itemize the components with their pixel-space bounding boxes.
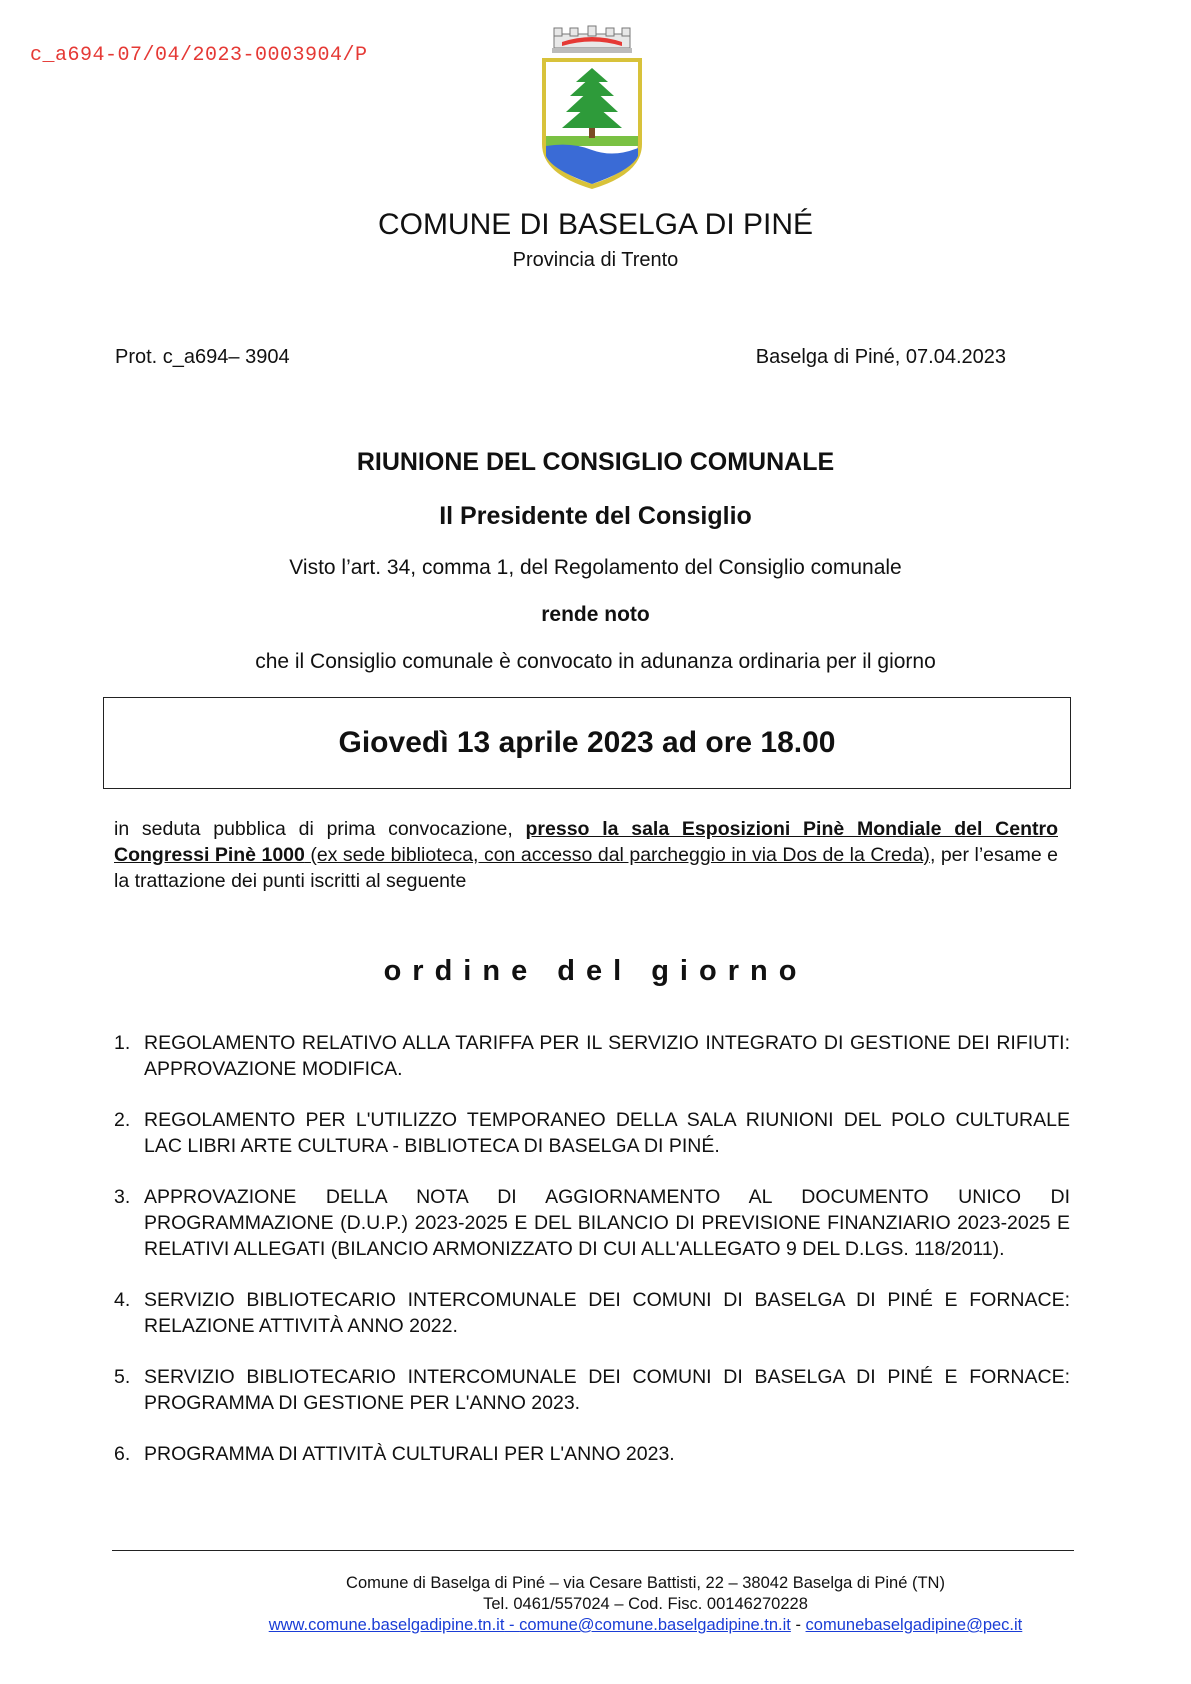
- agenda-item-text: PROGRAMMA DI ATTIVITÀ CULTURALI PER L'ANNO 2023.: [144, 1443, 675, 1465]
- agenda-item-number: 1.: [114, 1032, 131, 1054]
- agenda-item: [114, 1107, 1070, 1159]
- agenda-item-number: 2.: [114, 1109, 131, 1131]
- pec-link[interactable]: comunebaselgadipine@pec.it: [805, 1616, 1023, 1634]
- footer-address: Comune di Baselga di Piné – via Cesare Battisti, 22 – 38042 Baselga di Piné (TN): [346, 1574, 945, 1592]
- agenda-item: [114, 1364, 1070, 1416]
- crown-icon: [552, 26, 632, 53]
- agenda-item: [114, 1030, 1070, 1082]
- agenda-item-number: 6.: [114, 1443, 131, 1465]
- footer-separator: -: [504, 1616, 520, 1634]
- announces-line: rende noto: [541, 603, 650, 626]
- agenda-item-text: SERVIZIO BIBLIOTECARIO INTERCOMUNALE DEI COMUNI DI BASELGA DI PINÉ E FORNACE: RELAZIONE ATTIVITÀ ANNO 2022.: [144, 1289, 1070, 1337]
- organization-name: COMUNE DI BASELGA DI PINÉ: [377, 208, 814, 241]
- agenda-item-text: REGOLAMENTO PER L'UTILIZZO TEMPORANEO DELLA SALA RIUNIONI DEL POLO CULTURALE LAC LIBRI ARTE CULTURA - BIBLIOTECA DI BASELGA DI PINÉ.: [144, 1109, 1070, 1157]
- agenda-item-number: 3.: [114, 1186, 131, 1208]
- session-location: presso la sala Esposizioni Pinè Mondiale del Centro Congressi Pinè 1000: [114, 818, 1058, 866]
- meeting-datetime: Giovedì 13 aprile 2023 ad ore 18.00: [338, 726, 836, 759]
- session-location-note: (ex sede biblioteca, con accesso dal parcheggio in via Dos de la Creda): [304, 844, 930, 866]
- footer-separator: -: [790, 1616, 806, 1634]
- province-name: Provincia di Trento: [512, 249, 679, 271]
- agenda-item: [114, 1287, 1070, 1339]
- email-link[interactable]: comune@comune.baselgadipine.tn.it: [519, 1616, 791, 1634]
- protocol-stamp: c_a694-07/04/2023-0003904/P: [30, 44, 368, 67]
- session-outro: , per l’esame e la trattazione dei punti iscritti al seguente: [114, 844, 1058, 892]
- agenda-list: [114, 1030, 1070, 1467]
- agenda-heading: ordine del giorno: [383, 955, 808, 987]
- session-paragraph: [114, 816, 1058, 894]
- meeting-date-box: [103, 697, 1071, 789]
- footer-contacts: Tel. 0461/557024 – Cod. Fisc. 00146270228: [483, 1595, 808, 1613]
- place-and-date: Baselga di Piné, 07.04.2023: [755, 346, 1006, 368]
- protocol-number: Prot. c_a694– 3904: [115, 346, 290, 368]
- municipal-coat-of-arms: [532, 24, 652, 194]
- footer-divider: [112, 1550, 1074, 1551]
- footer-links: [0, 1616, 1191, 1635]
- document-subtitle: Il Presidente del Consiglio: [439, 502, 752, 530]
- agenda-item: [114, 1184, 1070, 1262]
- considering-line: Visto l’art. 34, comma 1, del Regolamento del Consiglio comunale: [289, 556, 902, 579]
- agenda-item-text: APPROVAZIONE DELLA NOTA DI AGGIORNAMENTO AL DOCUMENTO UNICO DI PROGRAMMAZIONE (D.U.P.) 2023-2025 E DEL BILANCIO DI PREVISIONE FINANZIARIO 2023-2025 E RELATIVI ALLEGATI (BILANCIO ARMONIZZATO DI CUI ALL'ALLEGATO 9 DEL D.LGS. 118/2011).: [144, 1186, 1070, 1260]
- session-intro: in seduta pubblica di prima convocazione,: [114, 818, 526, 840]
- website-link[interactable]: www.comune.baselgadipine.tn.it: [268, 1616, 505, 1634]
- agenda-item-number: 5.: [114, 1366, 131, 1388]
- agenda-item-number: 4.: [114, 1289, 131, 1311]
- convocation-line: che il Consiglio comunale è convocato in adunanza ordinaria per il giorno: [255, 650, 936, 673]
- agenda-item-text: SERVIZIO BIBLIOTECARIO INTERCOMUNALE DEI COMUNI DI BASELGA DI PINÉ E FORNACE: PROGRAMMA DI GESTIONE PER L'ANNO 2023.: [144, 1366, 1070, 1414]
- document-title: RIUNIONE DEL CONSIGLIO COMUNALE: [356, 448, 835, 476]
- agenda-item: [114, 1441, 1070, 1467]
- agenda-item-text: REGOLAMENTO RELATIVO ALLA TARIFFA PER IL SERVIZIO INTEGRATO DI GESTIONE DEI RIFIUTI: APPROVAZIONE MODIFICA.: [144, 1032, 1070, 1080]
